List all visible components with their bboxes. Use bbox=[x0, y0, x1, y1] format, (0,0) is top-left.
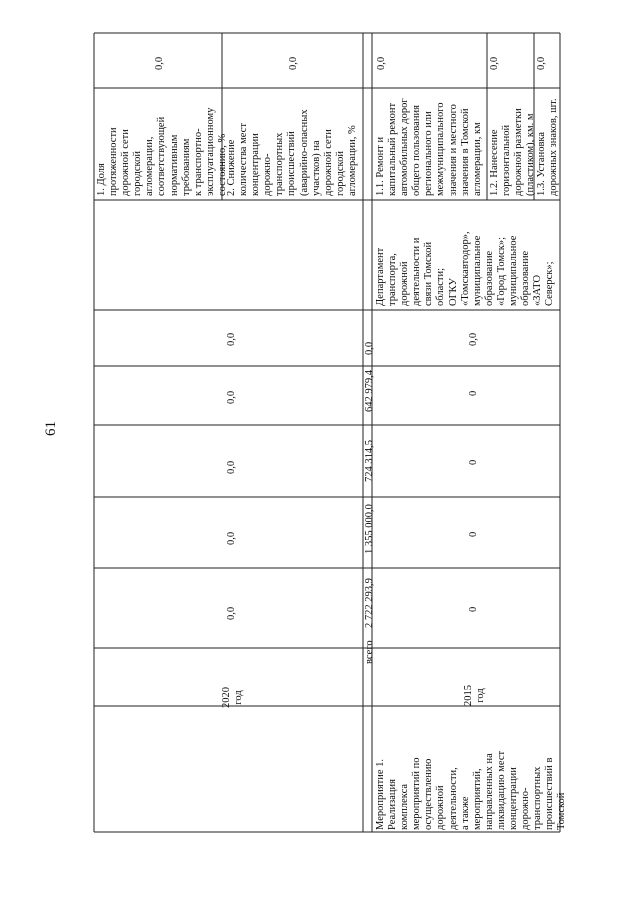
activity-indicator-3-text: 1.3. Установка дорожных знаков, шт. bbox=[536, 98, 560, 196]
total-label: всего bbox=[364, 640, 375, 664]
activity-value-5: 0,0 bbox=[468, 332, 479, 346]
year-2020-label: 2020 год bbox=[221, 687, 245, 708]
year-2015-label: 2015 год bbox=[463, 685, 487, 706]
upper-value-3: 0,0 bbox=[226, 460, 237, 474]
activity-indicator-2-value: 0,0 bbox=[489, 56, 500, 70]
total-value-1: 2 722 293,9 bbox=[364, 578, 375, 628]
activity-executors: Департамент транспорта, дорожной деятельности и связи Томской области; ОГКУ «Томскавтодор», муниципальное образование «Город Томск»; муниципальное образование «ЗАТО Северск»; bbox=[375, 231, 556, 306]
total-value-2: 1 355 000,0 bbox=[364, 504, 375, 554]
total-value-3: 724 314,5 bbox=[364, 440, 375, 482]
total-value-5: 0,0 bbox=[364, 341, 375, 355]
upper-indicator-2-text: 2. Снижение количества мест концентрации дорожно- транспортных происшествий (аварийно-опасных участков) на дорожной сети городской агломерации, % bbox=[226, 109, 358, 196]
activity-indicator-1-value: 0,0 bbox=[376, 56, 387, 70]
upper-indicator-1-value: 0,0 bbox=[154, 56, 165, 70]
activity-value-3: 0 bbox=[468, 459, 479, 465]
activity-title: Мероприятие 1. Реализация комплекса мероприятий по осуществлению дорожной деятельности, а также мероприятий, направленных на ликвидацию мест концентрации дорожно- транспортных происшествий в Томской bbox=[375, 750, 568, 830]
page-number: 61 bbox=[43, 421, 59, 436]
activity-value-4: 0 bbox=[468, 390, 479, 396]
activity-indicator-1-text: 1.1. Ремонт и капитальный ремонт автомобильных дорог общего пользования регионального или межмуниципального значения и местного значения в Томской агломерации, км bbox=[375, 98, 483, 196]
upper-indicator-1-text: 1. Доля протяженности дорожной сети городской агломерации, соответствующей нормативным требованиям к транспортно- эксплуатационному состоянию, % bbox=[96, 107, 228, 196]
activity-value-2: 0 bbox=[468, 531, 479, 537]
upper-value-1: 0,0 bbox=[226, 606, 237, 620]
activity-value-1: 0 bbox=[468, 606, 479, 612]
activity-indicator-2-text: 1.2. Нанесение горизонтальной дорожной разметки (пластиком), км. м bbox=[489, 108, 537, 196]
upper-indicator-2-value: 0,0 bbox=[288, 56, 299, 70]
upper-value-5: 0,0 bbox=[226, 332, 237, 346]
total-value-4: 642 979,4 bbox=[364, 370, 375, 412]
upper-value-2: 0,0 bbox=[226, 531, 237, 545]
upper-value-4: 0,0 bbox=[226, 390, 237, 404]
activity-indicator-3-value: 0,0 bbox=[536, 56, 547, 70]
